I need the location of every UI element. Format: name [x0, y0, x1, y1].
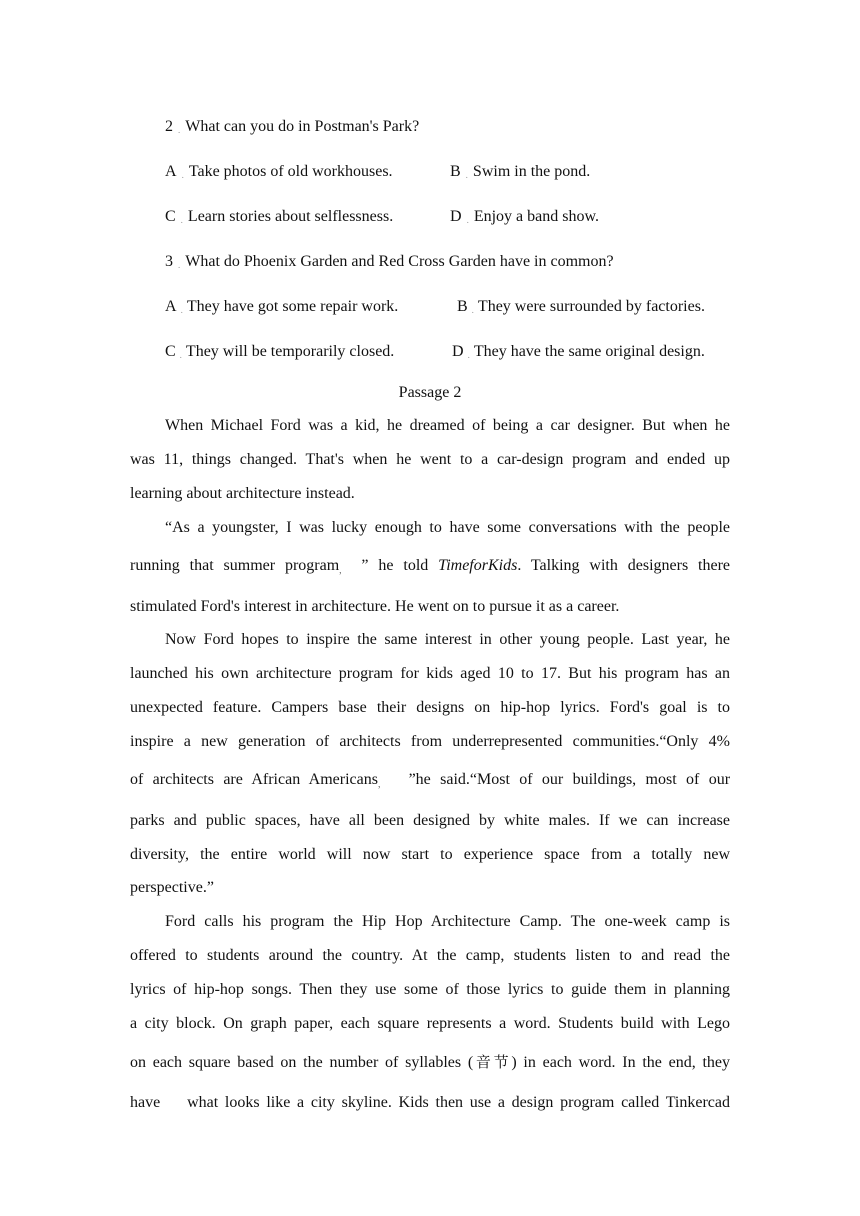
- option-text: Learn stories about selflessness.: [187, 208, 394, 225]
- text-run: running that summer program: [130, 557, 340, 574]
- paragraph-2-line-2: [130, 556, 730, 581]
- separator-dot: .: [471, 305, 474, 315]
- text-run: ” he told: [361, 557, 429, 574]
- separator-dot: .: [467, 350, 470, 360]
- paragraph-1-line-2: was 11, things changed. That's when he went to a car-design program and ended up: [130, 451, 730, 468]
- option-text: Swim in the pond.: [472, 163, 591, 180]
- paragraph-3-line-2: launched his own architecture program for kids aged 10 to 17. But his program has an: [130, 665, 730, 682]
- separator-dot: .: [466, 215, 469, 225]
- question-number: 2: [165, 118, 173, 135]
- option-letter: A: [165, 163, 177, 180]
- chinese-gloss: 音节: [473, 1053, 512, 1071]
- paragraph-4-line-3: lyrics of hip-hop songs. Then they use some of those lyrics to guide them in planning: [130, 981, 730, 998]
- paragraph-3-line-8: perspective.”: [130, 879, 214, 896]
- paragraph-3-line-5: [130, 770, 730, 795]
- paragraph-3-line-1: Now Ford hopes to inspire the same interest in other young people. Last year, he: [165, 631, 730, 648]
- option-text: They were surrounded by factories.: [477, 298, 705, 315]
- text-run: on each square based on the number of syllables (: [130, 1054, 474, 1071]
- separator-dot: .: [178, 260, 181, 270]
- text-run: ) in each word. In the end, they: [511, 1054, 730, 1071]
- passage-title: Passage 2: [398, 384, 462, 401]
- option-letter: B: [457, 298, 468, 315]
- question-number: 3: [165, 253, 173, 270]
- option-text: Enjoy a band show.: [473, 208, 599, 225]
- separator-dot: .: [178, 125, 181, 135]
- option-text: They have the same original design.: [473, 343, 705, 360]
- comma-mark: ,: [377, 779, 381, 790]
- option-b: [450, 162, 590, 185]
- separator-dot: .: [180, 215, 183, 225]
- option-letter: A: [165, 298, 177, 315]
- paragraph-3-line-4: inspire a new generation of architects from underrepresented communities.“Only 4%: [130, 733, 730, 750]
- paragraph-4-line-2: offered to students around the country. At the camp, students listen to and read the: [130, 947, 730, 964]
- question-3: [130, 252, 765, 275]
- question-3-options-cd: [130, 342, 765, 365]
- text-run: . Talking with designers there: [517, 557, 731, 574]
- option-b: [457, 297, 705, 320]
- paragraph-1-line-1: When Michael Ford was a kid, he dreamed of being a car designer. But when he: [165, 417, 730, 434]
- option-text: Take photos of old workhouses.: [188, 163, 393, 180]
- paragraph-3-line-7: diversity, the entire world will now start to experience space from a totally new: [130, 846, 730, 863]
- option-d: [452, 342, 705, 365]
- paragraph-3-line-6: parks and public spaces, have all been designed by white males. If we can increase: [130, 812, 730, 829]
- separator-dot: .: [180, 305, 183, 315]
- question-text: What can you do in Postman's Park?: [185, 118, 420, 135]
- comma-mark: ,: [339, 565, 342, 576]
- option-letter: D: [450, 208, 462, 225]
- paragraph-4-line-1: Ford calls his program the Hip Hop Architecture Camp. The one-week camp is: [165, 913, 730, 930]
- paragraph-2-line-3: stimulated Ford's interest in architecture. He went on to pursue it as a career.: [130, 598, 620, 615]
- separator-dot: .: [181, 170, 184, 180]
- paragraph-4-line-5: [130, 1052, 730, 1073]
- option-text: They will be temporarily closed.: [185, 343, 395, 360]
- paragraph-4-line-6: have what looks like a city skyline. Kids then use a design program called Tinkercad: [130, 1094, 730, 1111]
- option-letter: B: [450, 163, 461, 180]
- option-d: [450, 207, 599, 230]
- question-text: What do Phoenix Garden and Red Cross Garden have in common?: [185, 253, 614, 270]
- question-3-options-ab: [130, 297, 765, 320]
- text-run: ”he said.“Most of our buildings, most of our: [408, 771, 731, 788]
- paragraph-4-line-4: a city block. On graph paper, each square represents a word. Students build with Lego: [130, 1015, 730, 1032]
- option-letter: D: [452, 343, 464, 360]
- separator-dot: .: [179, 350, 182, 360]
- text-run: of architects are African Americans: [130, 771, 378, 788]
- magazine-title: TimeforKids: [438, 557, 518, 574]
- paragraph-1-line-3: learning about architecture instead.: [130, 485, 355, 502]
- separator-dot: .: [465, 170, 468, 180]
- option-letter: C: [165, 208, 176, 225]
- option-text: They have got some repair work.: [186, 298, 399, 315]
- question-2-options-cd: [130, 207, 765, 230]
- question-2: [130, 117, 765, 140]
- paragraph-3-line-3: unexpected feature. Campers base their designs on hip-hop lyrics. Ford's goal is to: [130, 699, 730, 716]
- paragraph-2-line-1: “As a youngster, I was lucky enough to have some conversations with the people: [165, 519, 730, 536]
- option-letter: C: [165, 343, 176, 360]
- question-2-options-ab: [130, 162, 765, 185]
